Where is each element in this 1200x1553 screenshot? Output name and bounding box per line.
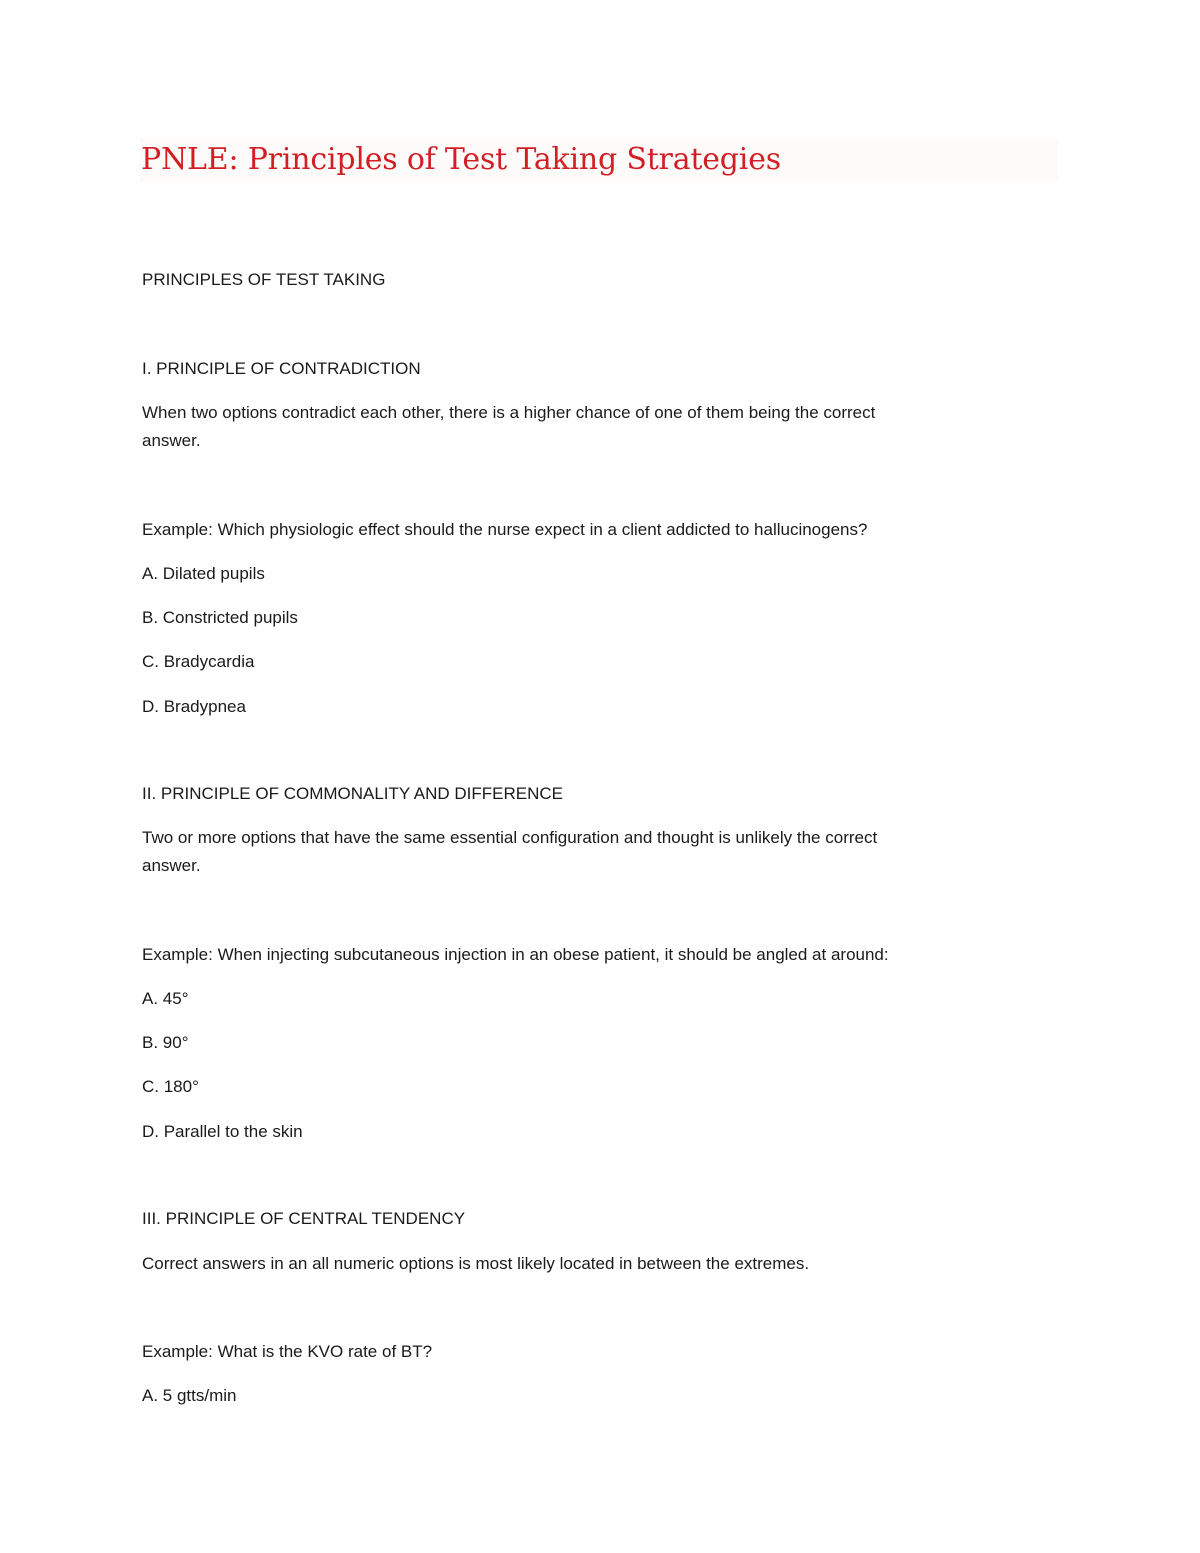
principle-description-line: answer. (142, 856, 201, 875)
answer-option: B. 90° (142, 1033, 189, 1052)
section-heading: PRINCIPLES OF TEST TAKING (142, 270, 386, 289)
answer-option: C. Bradycardia (142, 652, 255, 671)
answer-option: A. 5 gtts/min (142, 1386, 237, 1405)
answer-option: D. Parallel to the skin (142, 1122, 303, 1141)
example-question: Example: What is the KVO rate of BT? (142, 1342, 433, 1361)
principle-description-line: Two or more options that have the same essential configuration and thought is unlikely the correct (142, 828, 878, 847)
answer-option: C. 180° (142, 1077, 199, 1096)
example-question: Example: When injecting subcutaneous injection in an obese patient, it should be angled at around: (142, 945, 889, 964)
answer-option: A. Dilated pupils (142, 564, 265, 583)
answer-option: B. Constricted pupils (142, 608, 298, 627)
document-title: PNLE: Principles of Test Taking Strategies (141, 142, 781, 177)
example-question: Example: Which physiologic effect should the nurse expect in a client addicted to hallucinogens? (142, 520, 868, 539)
answer-option: D. Bradypnea (142, 697, 246, 716)
principle-heading: III. PRINCIPLE OF CENTRAL TENDENCY (142, 1209, 466, 1228)
principle-heading: II. PRINCIPLE OF COMMONALITY AND DIFFERENCE (142, 784, 563, 803)
answer-option: A. 45° (142, 989, 189, 1008)
principle-description-line: When two options contradict each other, there is a higher chance of one of them being the correct (142, 403, 876, 422)
principle-description-line: answer. (142, 431, 201, 450)
principle-heading: I. PRINCIPLE OF CONTRADICTION (142, 359, 421, 378)
principle-description-line: Correct answers in an all numeric options is most likely located in between the extremes. (142, 1254, 810, 1273)
